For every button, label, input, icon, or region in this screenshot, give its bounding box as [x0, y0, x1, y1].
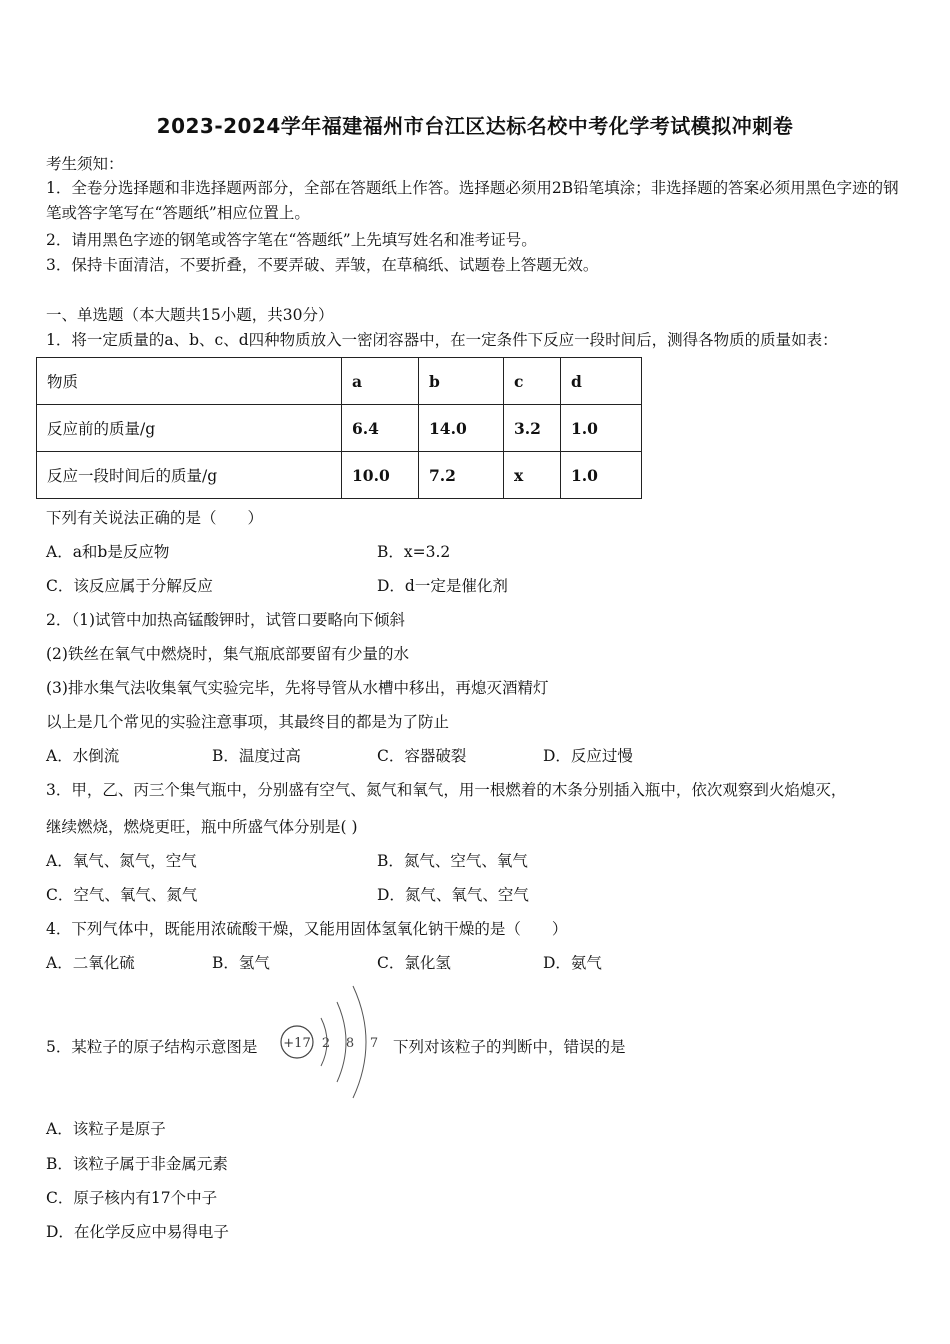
q1-table: [36, 357, 642, 499]
q4-stem: 4．下列气体中，既能用浓硫酸干燥，又能用固体氢氧化钠干燥的是（ ）: [46, 920, 568, 938]
q3-line-1: 3．甲，乙、丙三个集气瓶中，分别盛有空气、氮气和氧气，用一根燃着的木条分别插入瓶中，依次观察到火焰熄灭，: [46, 781, 847, 799]
q4-option-b: B．氢气: [212, 954, 270, 972]
table-cell: 反应一段时间后的质量/g: [37, 452, 342, 499]
table-row: [37, 452, 642, 499]
table-cell: 1.0: [561, 452, 642, 499]
page-title: 2023-2024学年福建福州市台江区达标名校中考化学考试模拟冲刺卷: [156, 114, 794, 138]
q5-stem-after: 下列对该粒子的判断中，错误的是: [393, 1038, 626, 1056]
section-heading: 一、单选题（本大题共15小题，共30分）: [46, 306, 334, 324]
electron-shell-3: [353, 986, 366, 1098]
shell-electrons-1: 2: [321, 1036, 331, 1051]
q2-line-2: (2)铁丝在氧气中燃烧时，集气瓶底部要留有少量的水: [46, 645, 409, 663]
q5-option-a: A．该粒子是原子: [46, 1120, 166, 1138]
table-header-cell: 物质: [37, 358, 342, 405]
q2-line-1: 2．（1)试管中加热高锰酸钾时，试管口要略向下倾斜: [46, 611, 406, 629]
atom-structure-diagram: [275, 980, 395, 1100]
q3-option-b: B．氮气、空气、氧气: [377, 852, 528, 870]
table-row: [37, 405, 642, 452]
table-cell: 3.2: [504, 405, 561, 452]
nucleus-charge: +17: [283, 1036, 311, 1051]
table-header-cell: b: [419, 358, 504, 405]
q1-option-c: C．该反应属于分解反应: [46, 577, 213, 595]
table-cell: 6.4: [342, 405, 419, 452]
q1-question: 下列有关说法正确的是（ ）: [46, 509, 264, 527]
q5-option-d: D．在化学反应中易得电子: [46, 1223, 229, 1241]
q2-option-a: A．水倒流: [46, 747, 120, 765]
q4-option-c: C．氯化氢: [377, 954, 451, 972]
q1-option-a: A．a和b是反应物: [46, 543, 170, 561]
q1-option-d: D．d一定是催化剂: [377, 577, 508, 595]
q3-option-d: D．氮气、氧气、空气: [377, 886, 529, 904]
q5-option-c: C．原子核内有17个中子: [46, 1189, 218, 1207]
table-header-cell: d: [561, 358, 642, 405]
table-cell: 10.0: [342, 452, 419, 499]
electron-shell-2: [337, 1002, 346, 1082]
q4-option-a: A．二氧化硫: [46, 954, 135, 972]
q5-stem-before: 5．某粒子的原子结构示意图是: [46, 1038, 258, 1056]
q2-option-d: D．反应过慢: [543, 747, 633, 765]
table-cell: x: [504, 452, 561, 499]
table-header-cell: c: [504, 358, 561, 405]
notice-heading: 考生须知：: [46, 155, 124, 173]
q3-option-a: A．氧气、氮气，空气: [46, 852, 197, 870]
q2-option-b: B．温度过高: [212, 747, 301, 765]
table-cell: 14.0: [419, 405, 504, 452]
table-header-cell: a: [342, 358, 419, 405]
q3-line-2: 继续燃烧，燃烧更旺，瓶中所盛气体分别是( ): [46, 818, 358, 836]
notice-item-2: 2．请用黑色字迹的钢笔或答字笔在“答题纸”上先填写姓名和准考证号。: [46, 231, 537, 249]
q2-option-c: C．容器破裂: [377, 747, 467, 765]
table-cell: 7.2: [419, 452, 504, 499]
q5-option-b: B．该粒子属于非金属元素: [46, 1155, 228, 1173]
q1-stem: 1．将一定质量的a、b、c、d四种物质放入一密闭容器中，在一定条件下反应一段时间后，测得各物质的质量如表：: [46, 331, 838, 349]
shell-electrons-3: 7: [369, 1036, 379, 1051]
notice-item-3: 3．保持卡面清洁，不要折叠，不要弄破、弄皱，在草稿纸、试题卷上答题无效。: [46, 256, 599, 274]
table-row: [37, 358, 642, 405]
q1-option-b: B．x=3.2: [377, 543, 451, 561]
table-cell: 反应前的质量/g: [37, 405, 342, 452]
shell-electrons-2: 8: [345, 1036, 355, 1051]
q2-line-4: 以上是几个常见的实验注意事项，其最终目的都是为了防止: [46, 713, 450, 731]
q2-line-3: (3)排水集气法收集氧气实验完毕，先将导管从水槽中移出，再熄灭酒精灯: [46, 679, 549, 697]
q3-option-c: C．空气、氧气、氮气: [46, 886, 198, 904]
notice-item-1: 1．全卷分选择题和非选择题两部分，全部在答题纸上作答。选择题必须用2B铅笔填涂；非选择题的答案必须用黑色字迹的钢笔或答字笔写在“答题纸”相应位置上。: [46, 179, 899, 222]
q4-option-d: D．氨气: [543, 954, 602, 972]
table-cell: 1.0: [561, 405, 642, 452]
